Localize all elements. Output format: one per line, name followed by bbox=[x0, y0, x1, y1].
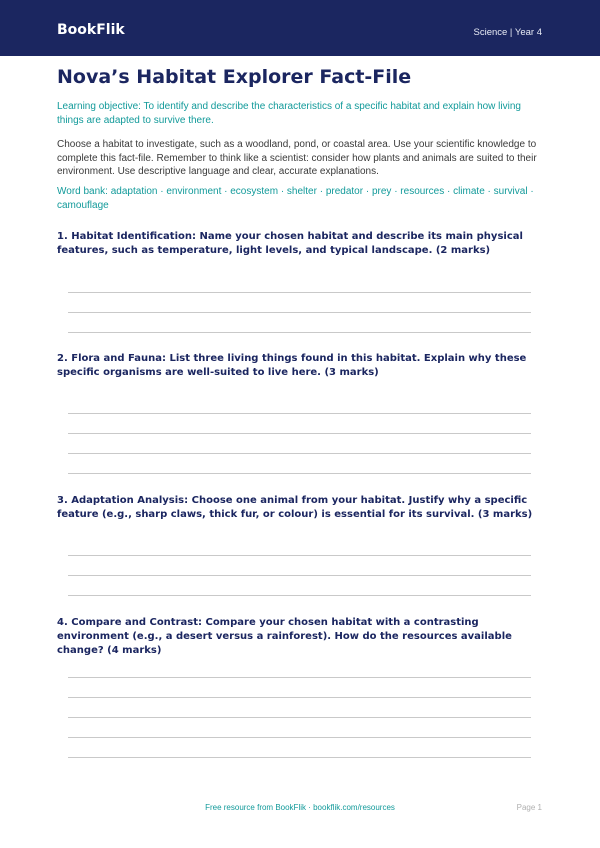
answer-line[interactable] bbox=[68, 453, 531, 454]
answer-line[interactable] bbox=[68, 575, 531, 576]
answer-line[interactable] bbox=[68, 737, 531, 738]
word-bank: Word bank: adaptation · environment · ecosystem · shelter · predator · prey · resources · climate · survival · camouflage bbox=[57, 186, 534, 211]
answer-line[interactable] bbox=[68, 312, 531, 313]
footer-credit: Free resource from BookFlik · bookflik.com/resources bbox=[205, 803, 395, 812]
answer-line[interactable] bbox=[68, 757, 531, 758]
answer-line[interactable] bbox=[68, 292, 531, 293]
answer-line[interactable] bbox=[68, 332, 531, 333]
page-header bbox=[0, 0, 600, 56]
brand-logo: BookFlik bbox=[57, 22, 125, 38]
question-4: 4. Compare and Contrast: Compare your chosen habitat with a contrasting environment (e.g., a desert versus a rainforest). How do the resources available change? (4 marks) bbox=[57, 617, 512, 656]
question-1: 1. Habitat Identification: Name your chosen habitat and describe its main physical features, such as temperature, light levels, and typical landscape. (2 marks) bbox=[57, 231, 523, 256]
answer-line[interactable] bbox=[68, 433, 531, 434]
question-2: 2. Flora and Fauna: List three living things found in this habitat. Explain why these specific organisms are well-suited to live here. (3 marks) bbox=[57, 353, 527, 378]
subject-year-label: Science | Year 4 bbox=[473, 27, 542, 38]
instructions-paragraph: Choose a habitat to investigate, such as a woodland, pond, or coastal area. Use your scientific knowledge to complete this fact-file. Remember to think like a scientist: consider how plants and animals are suited to their environment. Use descriptive language and clear, accurate explanations. bbox=[57, 139, 537, 177]
worksheet-title: Nova’s Habitat Explorer Fact-File bbox=[57, 66, 412, 88]
learning-objective: Learning objective: To identify and describe the characteristics of a specific habitat and explain how living things are adapted to survive there. bbox=[57, 101, 521, 126]
answer-line[interactable] bbox=[68, 413, 531, 414]
answer-line[interactable] bbox=[68, 473, 531, 474]
answer-line[interactable] bbox=[68, 595, 531, 596]
answer-line[interactable] bbox=[68, 697, 531, 698]
answer-line[interactable] bbox=[68, 555, 531, 556]
page-number: Page 1 bbox=[516, 803, 542, 812]
answer-line[interactable] bbox=[68, 677, 531, 678]
answer-line[interactable] bbox=[68, 717, 531, 718]
question-3: 3. Adaptation Analysis: Choose one animal from your habitat. Justify why a specific feature (e.g., sharp claws, thick fur, or colour) is essential for its survival. (3 marks) bbox=[57, 495, 533, 520]
